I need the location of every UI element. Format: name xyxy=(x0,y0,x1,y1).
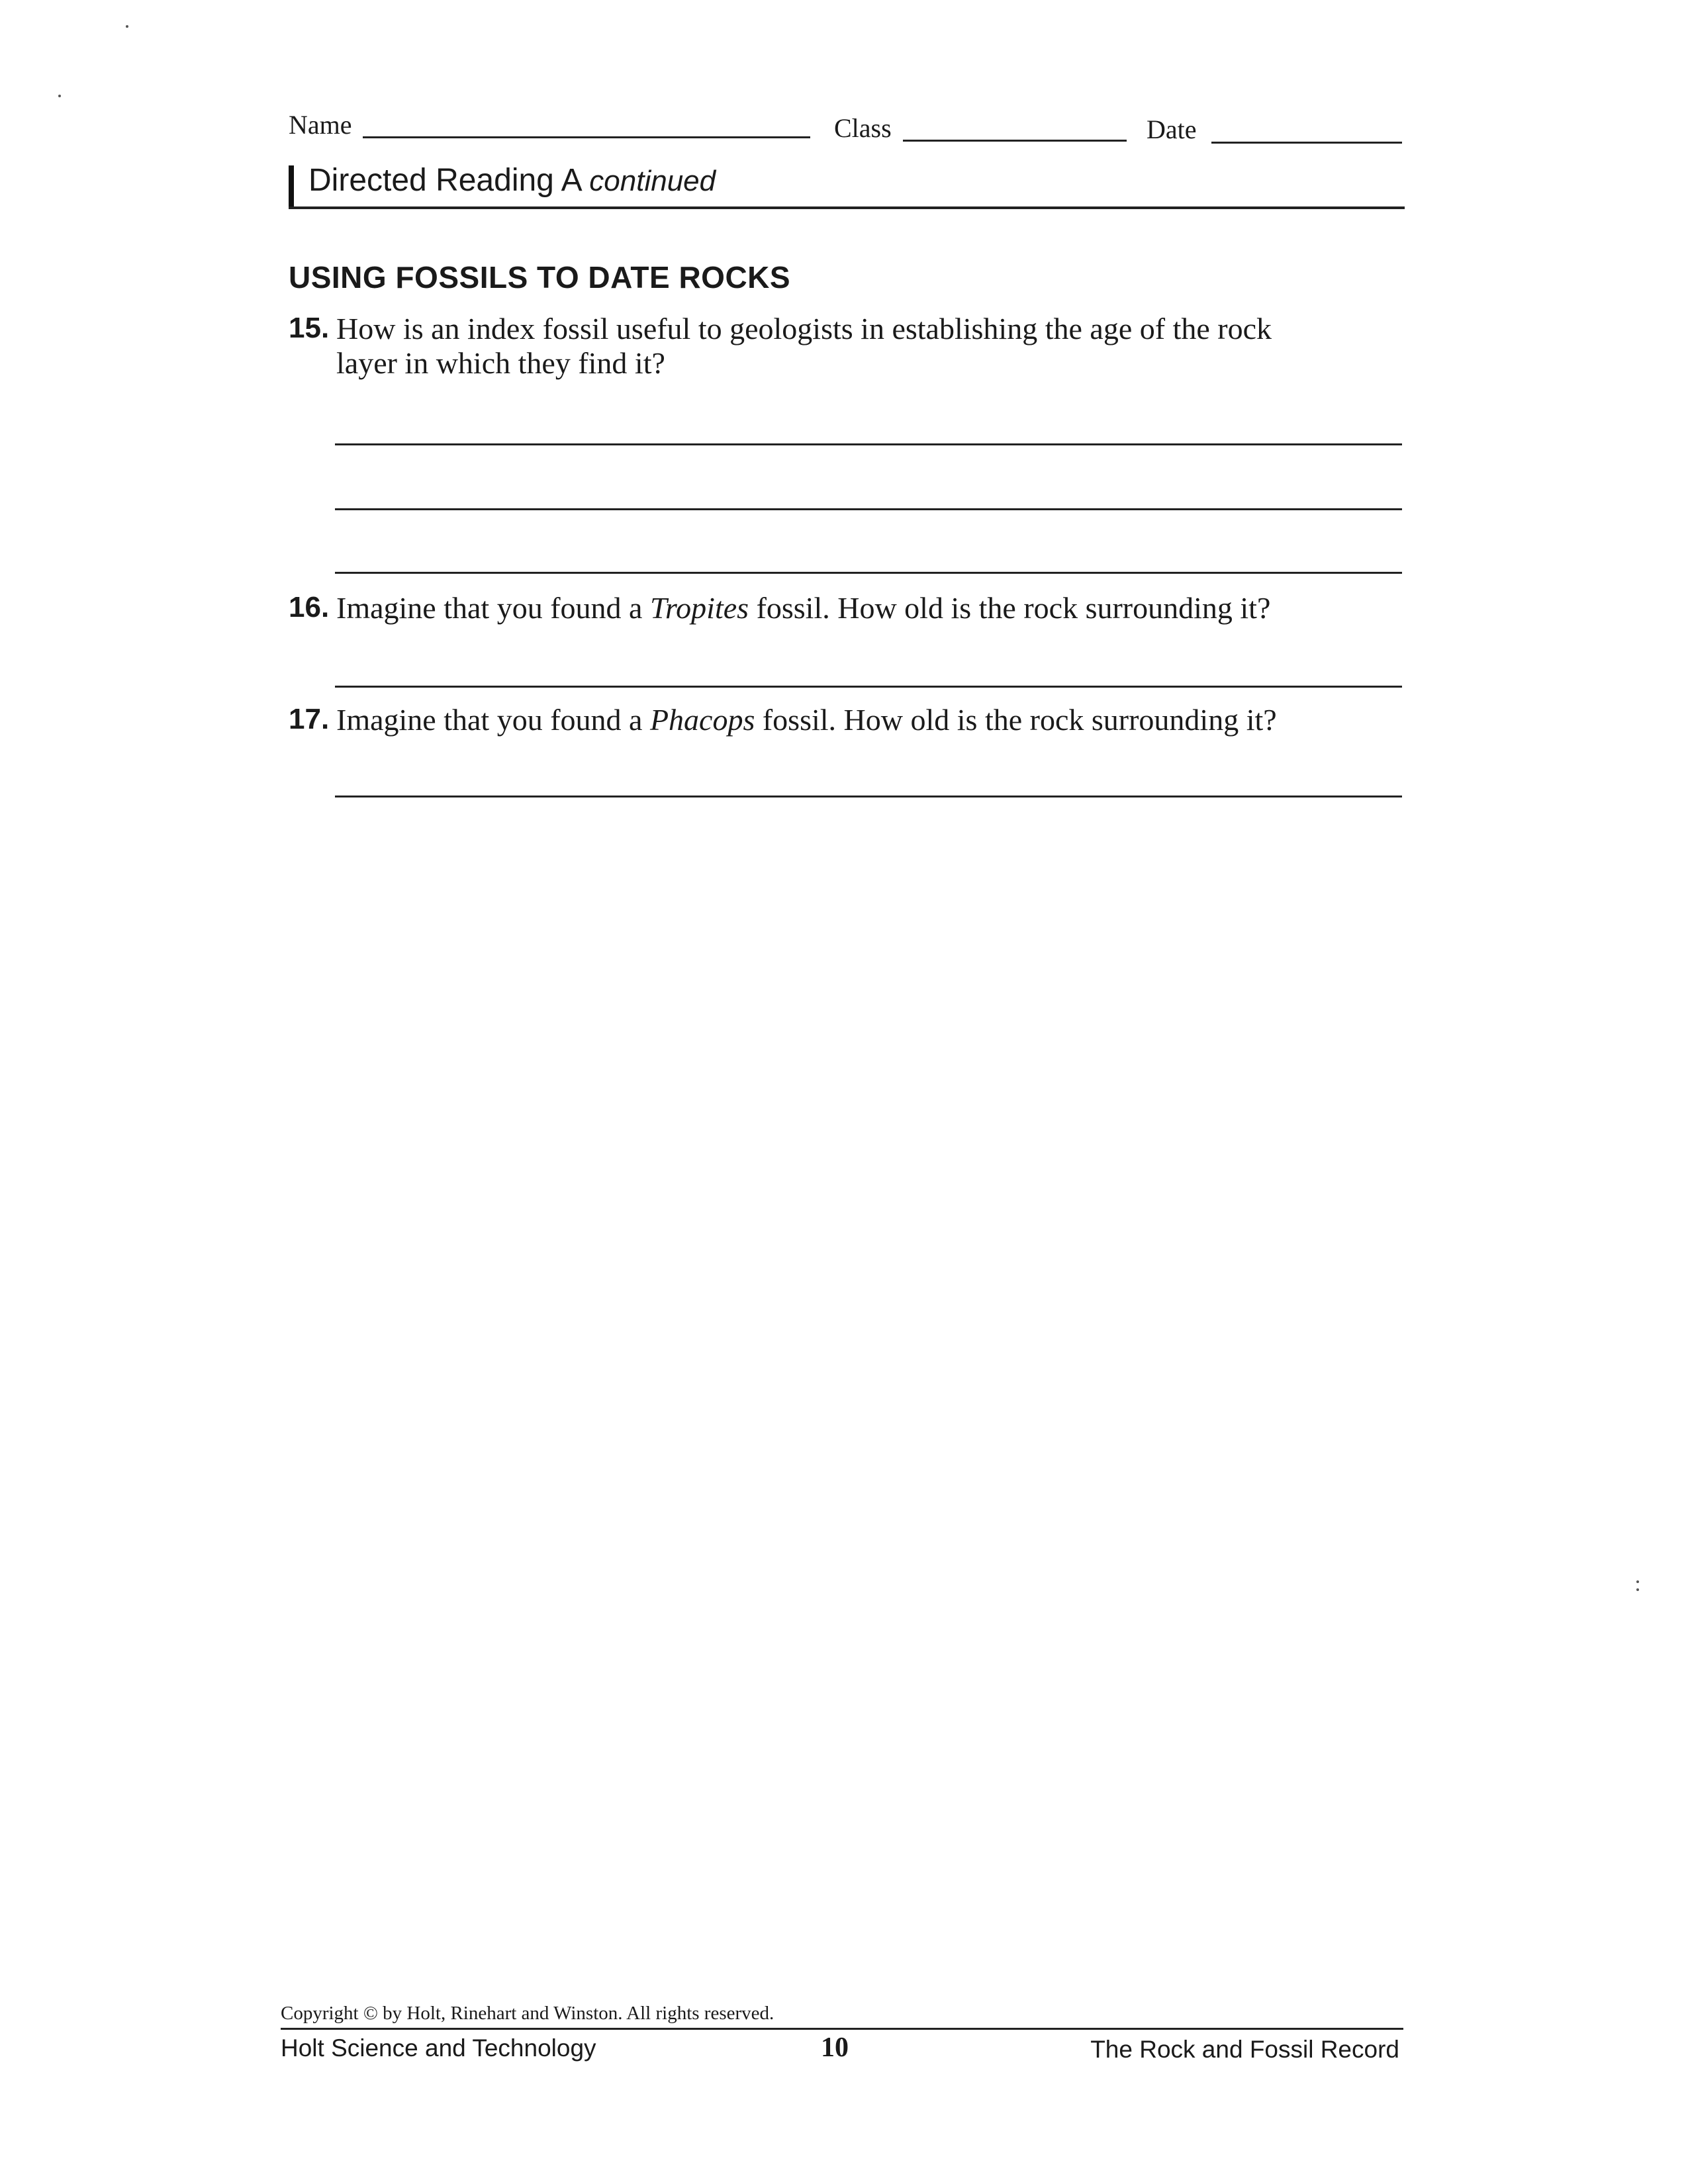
header-divider xyxy=(289,206,1405,209)
question-text-end: fossil. How old is the rock surrounding it? xyxy=(749,591,1271,625)
scan-speck xyxy=(1636,1580,1639,1583)
fossil-name: Tropites xyxy=(649,591,749,625)
question-text-start: Imagine that you found a xyxy=(336,703,650,737)
question-text-end: fossil. How old is the rock surrounding it? xyxy=(755,703,1277,737)
footer-divider xyxy=(281,2028,1403,2030)
scan-speck xyxy=(58,95,61,97)
footer-publisher: Holt Science and Technology xyxy=(281,2034,596,2062)
worksheet-title xyxy=(308,162,716,199)
scan-speck xyxy=(1636,1588,1639,1591)
question-number: 16. xyxy=(289,591,330,623)
question-text: How is an index fossil useful to geologists in establishing the age of the rock xyxy=(336,312,1272,345)
question-text xyxy=(336,702,1277,738)
name-label: Name xyxy=(289,110,352,140)
question-text-continued: layer in which they find it? xyxy=(336,346,665,380)
question-text xyxy=(336,590,1270,626)
name-field[interactable] xyxy=(363,136,810,138)
section-title: USING FOSSILS TO DATE ROCKS xyxy=(289,260,791,295)
scan-speck xyxy=(126,25,128,28)
footer-chapter: The Rock and Fossil Record xyxy=(1090,2036,1399,2063)
fossil-name: Phacops xyxy=(649,703,755,737)
answer-line[interactable] xyxy=(335,572,1402,574)
question-number: 17. xyxy=(289,703,330,735)
question-text-start: Imagine that you found a xyxy=(336,591,650,625)
answer-line[interactable] xyxy=(335,796,1402,797)
answer-line[interactable] xyxy=(335,443,1402,445)
header-accent-bar xyxy=(289,165,294,206)
class-field[interactable] xyxy=(903,140,1127,142)
class-label: Class xyxy=(834,113,892,143)
answer-line[interactable] xyxy=(335,686,1402,688)
worksheet-title-suffix: continued xyxy=(589,165,716,197)
page-number: 10 xyxy=(821,2032,849,2063)
question-number: 15. xyxy=(289,312,330,344)
worksheet-title-text: Directed Reading A xyxy=(308,163,581,198)
copyright-notice: Copyright © by Holt, Rinehart and Winston. All rights reserved. xyxy=(281,2003,774,2024)
answer-line[interactable] xyxy=(335,508,1402,510)
date-label: Date xyxy=(1147,114,1197,144)
date-field[interactable] xyxy=(1211,142,1402,144)
